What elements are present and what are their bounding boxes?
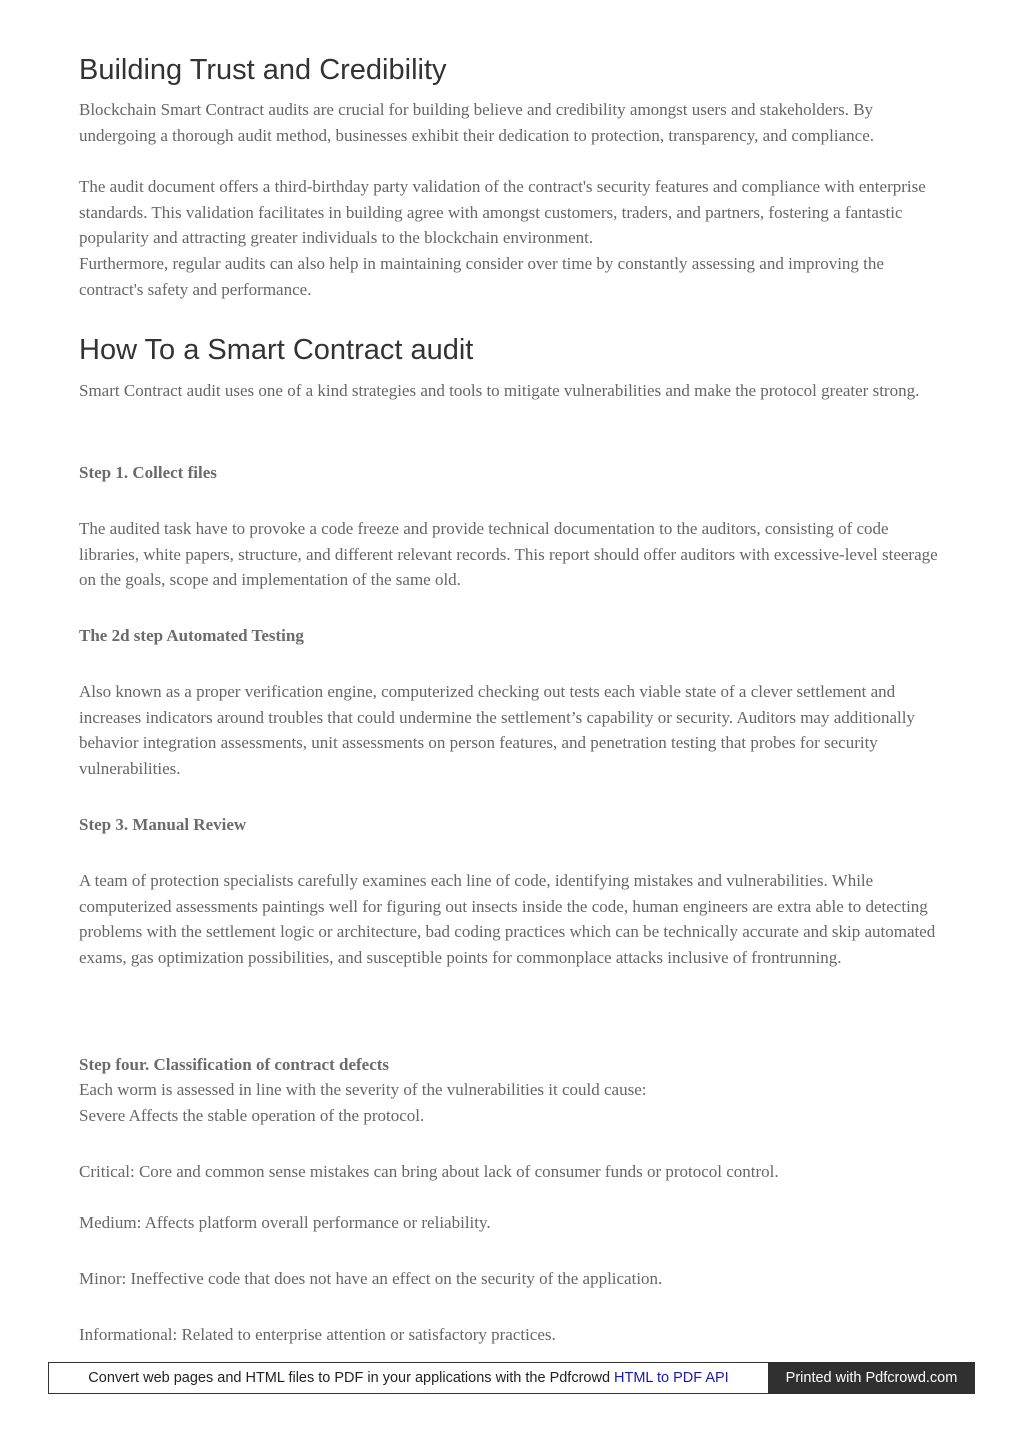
step-heading: Step 1. Collect files [79, 463, 217, 482]
paragraph: Also known as a proper verification engine, computerized checking out tests each viable state of a clever settlement and increases indicators around troubles that could undermine the settlement’s capability or security. Auditors may additionally behavior integration assessments, unit assessments on person features, and penetration testing that probes for security vulnerabilities. [79, 682, 915, 778]
paragraph: Furthermore, regular audits can also help in maintaining consider over time by constantly assessing and improving the contract's safety and performance. [79, 254, 884, 299]
paragraph-intro: Smart Contract audit uses one of a kind strategies and tools to mitigate vulnerabilities and make the protocol greater strong. [79, 381, 920, 400]
paragraph: Blockchain Smart Contract audits are crucial for building believe and credibility amongst users and stakeholders. By undergoing a thorough audit method, businesses exhibit their dedication to protection, transparency, and compliance. [79, 100, 875, 145]
paragraph: The audited task have to provoke a code freeze and provide technical documentation to the auditors, consisting of code libraries, white papers, structure, and different relevant records. This report should offer auditors with excessive-level steerage on the goals, scope and implementation of the same old. [79, 519, 938, 590]
section-title-trust: Building Trust and Credibility [79, 54, 447, 86]
paragraph: A team of protection specialists carefully examines each line of code, identifying mistakes and vulnerabilities. While computerized assessments paintings well for figuring out insects inside the code, human engineers are extra able to detecting problems with the settlement logic or architecture, bad coding practices which can be technically accurate and skip automated exams, gas optimization possibilities, and susceptible points for commonplace attacks inclusive of frontrunning. [79, 871, 936, 967]
footer-text: Convert web pages and HTML files to PDF in your applications with the Pdfcrowd [88, 1370, 611, 1386]
severity-informational: Informational: Related to enterprise attention or satisfactory practices. [79, 1325, 556, 1344]
section-title-how-to: How To a Smart Contract audit [79, 334, 474, 366]
step-heading: The 2d step Automated Testing [79, 626, 304, 645]
pdfcrowd-footer [48, 1362, 975, 1394]
footer-left-box [48, 1362, 768, 1394]
printed-with-pdfcrowd-link[interactable]: Printed with Pdfcrowd.com [768, 1362, 975, 1394]
severity-minor: Minor: Ineffective code that does not have an effect on the security of the application. [79, 1269, 663, 1288]
paragraph: Severe Affects the stable operation of the protocol. [79, 1106, 425, 1125]
step-heading: Step four. Classification of contract defects [79, 1055, 390, 1074]
paragraph: Each worm is assessed in line with the severity of the vulnerabilities it could cause: [79, 1080, 647, 1099]
paragraph: The audit document offers a third-birthday party validation of the contract's security features and compliance with enterprise standards. This validation facilitates in building agree with amongst customers, traders, and partners, fostering a fantastic popularity and attracting greater individuals to the blockchain environment. [79, 177, 926, 248]
step-heading: Step 3. Manual Review [79, 815, 247, 834]
severity-critical: Critical: Core and common sense mistakes can bring about lack of consumer funds or protocol control. [79, 1162, 779, 1181]
html-to-pdf-api-link[interactable]: HTML to PDF API [614, 1370, 729, 1386]
severity-medium: Medium: Affects platform overall performance or reliability. [79, 1213, 491, 1232]
